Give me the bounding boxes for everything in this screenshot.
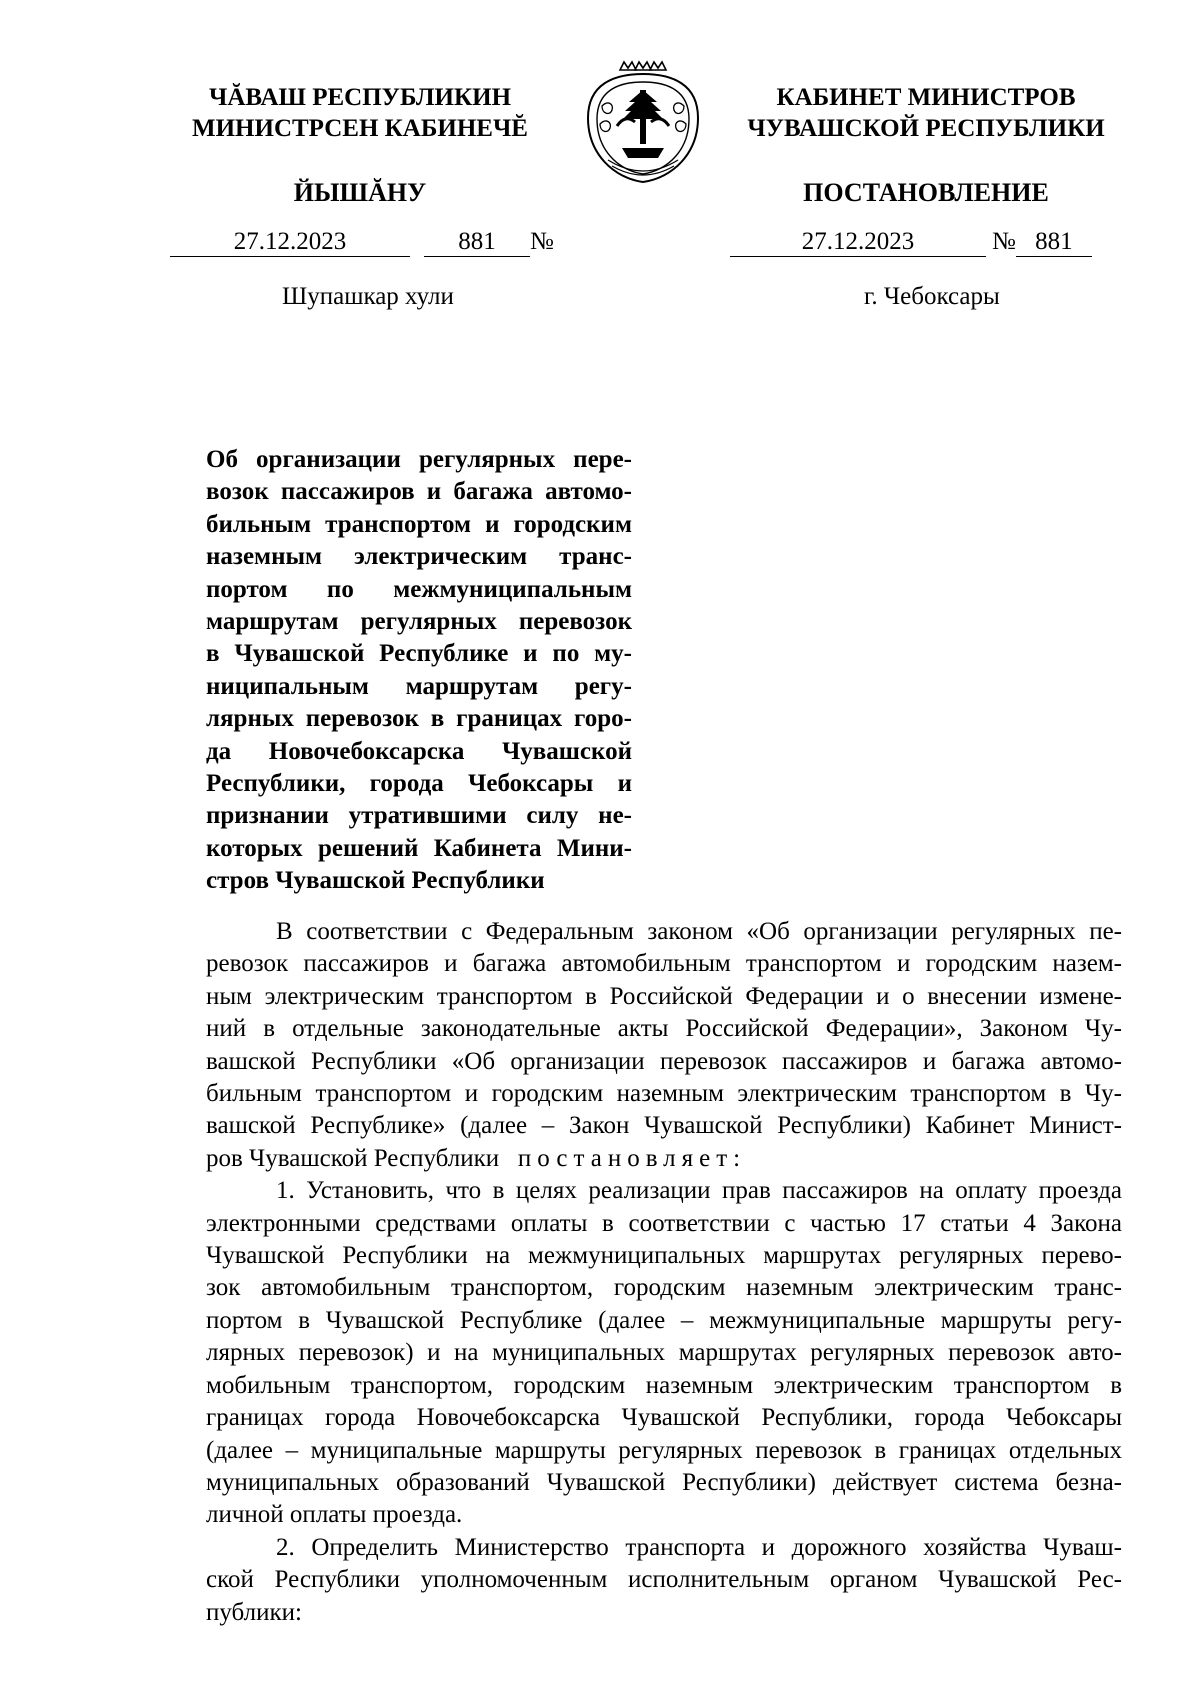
body-line: границах города Новочебоксарска Чувашской Республики, города Чебоксары [206, 1404, 1122, 1432]
body-line: В соответствии с Федеральным законом «Об организации регулярных пе- [276, 918, 1122, 945]
body-line: ным электрическим транспортом в Российской Федерации и о внесении измене- [206, 982, 1122, 1010]
body-line: мобильным транспортом, городским наземным электрическим транспортом в [206, 1371, 1122, 1399]
body-line: Чувашской Республики на межмуниципальных маршрутах регулярных перево- [206, 1242, 1122, 1270]
body-line: ревозок пассажиров и багажа автомобильным транспортом и городским назем- [206, 950, 1122, 978]
date-left: 27.12.2023 [170, 228, 410, 257]
body-line: вашской Республики «Об организации перевозок пассажиров и багажа автомо- [206, 1047, 1122, 1075]
city-right: г. Чебоксары [864, 283, 1000, 310]
body-line: (далее – муниципальные маршруты регулярных перевозок в границах отдельных [206, 1436, 1122, 1464]
body-line-decree [206, 1143, 1122, 1175]
decree-word: постановляет: [517, 1144, 747, 1172]
body-line: электронными средствами оплаты в соответствии с частью 17 статьи 4 Закона [206, 1209, 1122, 1237]
number-sign-right: № [992, 228, 1016, 255]
title-line: в Чувашской Республике и по му- [206, 640, 632, 668]
number-right: 881 [1016, 228, 1092, 257]
body-line: 1. Установить, что в целях реализации прав пассажиров на оплату проезда [276, 1177, 1122, 1205]
title-line: которых решений Кабинета Мини- [206, 834, 632, 862]
title-line: возок пассажиров и багажа автомо- [206, 478, 632, 506]
title-line: ниципальным маршрутам регу- [206, 672, 632, 700]
header-left [170, 82, 550, 208]
header-right-line2: ЧУВАШСКОЙ РЕСПУБЛИКИ [747, 115, 1105, 142]
title-line: Республики, города Чебоксары и [206, 770, 632, 798]
city-left: Шупашкар хули [282, 283, 454, 310]
title-line: бильным транспортом и городским [206, 510, 632, 538]
title-line: портом по межмуниципальным [206, 575, 632, 603]
number-left: 881 [424, 228, 530, 257]
body-line: муниципальных образований Чувашской Республики) действует система безна- [206, 1468, 1122, 1496]
body-line: лярных перевозок) и на муниципальных маршрутах регулярных перевозок авто- [206, 1339, 1122, 1367]
body-line: ской Республики уполномоченным исполнительным органом Чувашской Рес- [206, 1566, 1122, 1594]
title-line: маршрутам регулярных перевозок [206, 608, 632, 636]
header-left-line1: ЧĂВАШ РЕСПУБЛИКИН [208, 84, 512, 111]
header-right-line1: КАБИНЕТ МИНИСТРОВ [776, 84, 1076, 111]
title-line: да Новочебоксарска Чувашской [206, 737, 632, 765]
body-line: портом в Чувашской Республике (далее – межмуниципальные маршруты регу- [206, 1306, 1122, 1334]
numbering-left [170, 228, 554, 257]
title-line: стров Чувашской Республики [206, 867, 545, 895]
body-line: ров Чувашской Республики [206, 1144, 500, 1172]
body-line: личной оплаты проезда. [206, 1501, 463, 1529]
header-left-line2: МИНИСТРСЕН КАБИНЕЧĔ [192, 115, 528, 142]
document-title [206, 444, 632, 898]
body-line: зок автомобильным транспортом, городским наземным электрическим транс- [206, 1274, 1122, 1302]
title-line: признании утратившими силу не- [206, 802, 632, 830]
body-line: 2. Определить Министерство транспорта и дорожного хозяйства Чуваш- [276, 1533, 1122, 1561]
title-line: Об организации регулярных пере- [206, 446, 632, 473]
chuvash-republic-emblem-icon [572, 56, 714, 186]
title-line: наземным электрическим транс- [206, 543, 632, 571]
body-line: публики: [206, 1598, 302, 1626]
date-right: 27.12.2023 [730, 228, 986, 257]
header-right-doc-type: ПОСТАНОВЛЕНИЕ [803, 178, 1049, 207]
title-line: лярных перевозок в границах горо- [206, 705, 632, 733]
body-line: вашской Республике» (далее – Закон Чувашской Республики) Кабинет Минист- [206, 1112, 1122, 1140]
body-line: ний в отдельные законодательные акты Российской Федерации», Законом Чу- [206, 1015, 1122, 1043]
header-right [726, 82, 1126, 208]
body-line: бильным транспортом и городским наземным электрическим транспортом в Чу- [206, 1080, 1122, 1108]
header-left-doc-type: ЙЫШĂНУ [293, 178, 427, 207]
number-sign-left: № [530, 228, 554, 255]
document-body [206, 916, 1122, 1629]
numbering-right [730, 228, 1092, 257]
